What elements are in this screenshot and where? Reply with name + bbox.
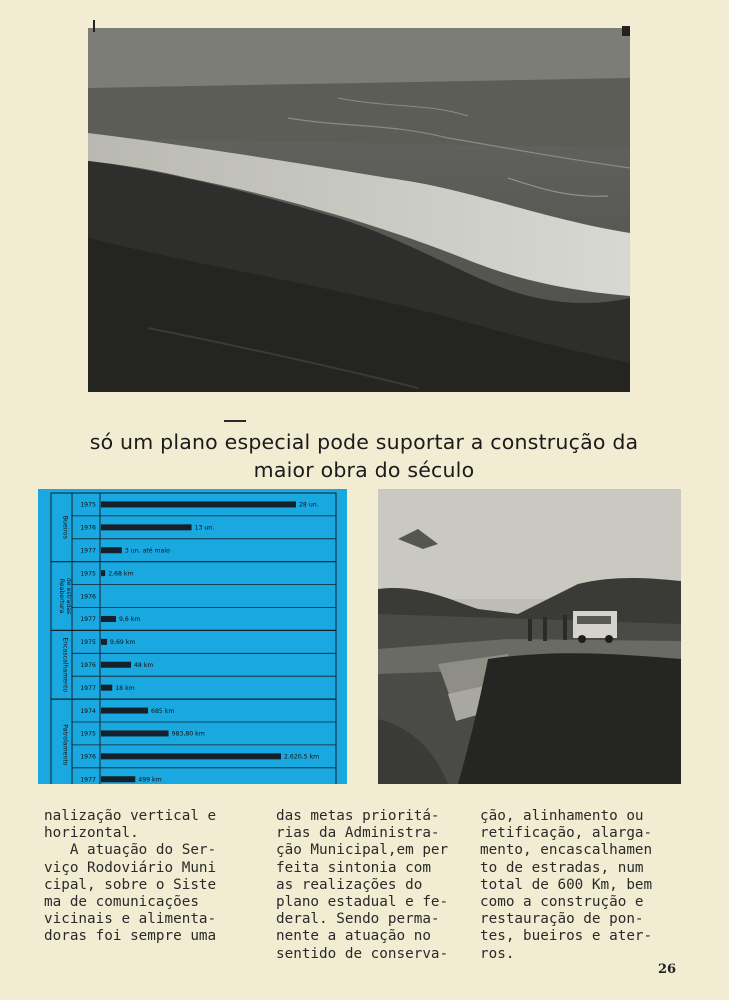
chart-year-label: 1975 bbox=[80, 639, 96, 647]
aerial-river-photo bbox=[88, 28, 630, 392]
chart-group-label: Encascalhamento bbox=[61, 637, 69, 693]
chart-data-label: 2,68 km bbox=[108, 570, 134, 578]
chart-year-label: 1976 bbox=[80, 661, 96, 669]
chart-bar bbox=[101, 685, 112, 691]
chart-bar bbox=[101, 662, 131, 668]
chart-data-label: 499 km bbox=[138, 776, 162, 784]
chart-data-label: 9,69 km bbox=[110, 639, 136, 647]
chart-year-label: 1977 bbox=[80, 616, 96, 624]
road-works-chart bbox=[38, 489, 347, 784]
headline-accent-bar bbox=[224, 420, 246, 422]
chart-bar bbox=[101, 501, 296, 507]
chart-year-label: 1975 bbox=[80, 730, 96, 738]
chart-bar bbox=[101, 547, 122, 553]
chart-bar bbox=[101, 708, 148, 714]
chart-group-label: Bueiros bbox=[61, 515, 69, 539]
chart-group-label: Reabertura bbox=[58, 578, 65, 614]
chart-year-label: 1975 bbox=[80, 570, 96, 578]
chart-bar bbox=[101, 570, 105, 576]
chart-year-label: 1975 bbox=[80, 501, 96, 509]
chart-bar bbox=[101, 524, 192, 530]
chart-bar bbox=[101, 776, 135, 782]
crop-mark bbox=[93, 20, 95, 32]
construction-site-photo bbox=[378, 489, 681, 784]
chart-year-label: 1974 bbox=[80, 707, 96, 715]
chart-data-label: 2.620,5 km bbox=[284, 753, 320, 761]
headline-line-1: só um plano especial pode suportar a construção da bbox=[89, 430, 639, 454]
chart-year-label: 1977 bbox=[80, 684, 96, 692]
text-column-1: nalização vertical e horizontal. A atuação do Ser- viço Rodoviário Muni cipal, sobre o Siste ma de comunicações vicinais e alimenta- doras foi sempre uma bbox=[44, 808, 217, 945]
chart-data-label: 983,80 km bbox=[171, 730, 205, 738]
chart-bar bbox=[101, 730, 169, 736]
chart-year-label: 1977 bbox=[80, 776, 96, 784]
headline bbox=[84, 428, 644, 484]
chart-data-label: 3 un. até maio bbox=[124, 547, 170, 555]
chart-year-label: 1976 bbox=[80, 753, 96, 761]
chart-data-label: 48 km bbox=[134, 661, 154, 669]
chart-data-label: 18 km bbox=[115, 684, 135, 692]
text-column-2: das metas prioritá- rias da Administra- ção Municipal,em per feita sintonia com as realizações do plano estadual e fe- deral. Sendo perma- nente a atuação no sentido de conserva- bbox=[276, 808, 449, 962]
text-column-3: ção, alinhamento ou retificação, alarga- mento, encascalhamen to de estradas, num total de 600 Km, bem como a construção e restauração de pon- tes, bueiros e ater- ros. bbox=[480, 808, 653, 962]
chart-data-label: 9,6 km bbox=[119, 616, 141, 624]
chart-bar bbox=[101, 616, 116, 622]
chart-canvas bbox=[38, 489, 347, 784]
chart-bar bbox=[101, 753, 281, 759]
chart-year-label: 1977 bbox=[80, 547, 96, 555]
crop-mark bbox=[622, 26, 630, 36]
chart-bar bbox=[101, 639, 107, 645]
chart-group-label: de estradas bbox=[65, 577, 72, 615]
headline-line-2: maior obra do século bbox=[253, 458, 475, 482]
page-number: 26 bbox=[658, 962, 677, 977]
chart-data-label: 685 km bbox=[151, 707, 175, 715]
chart-data-label: 13 un. bbox=[194, 524, 215, 532]
chart-group-label: Patrolamento bbox=[61, 724, 69, 766]
chart-year-label: 1976 bbox=[80, 593, 96, 601]
chart-data-label: 28 un. bbox=[299, 501, 319, 509]
chart-year-label: 1976 bbox=[80, 524, 96, 532]
